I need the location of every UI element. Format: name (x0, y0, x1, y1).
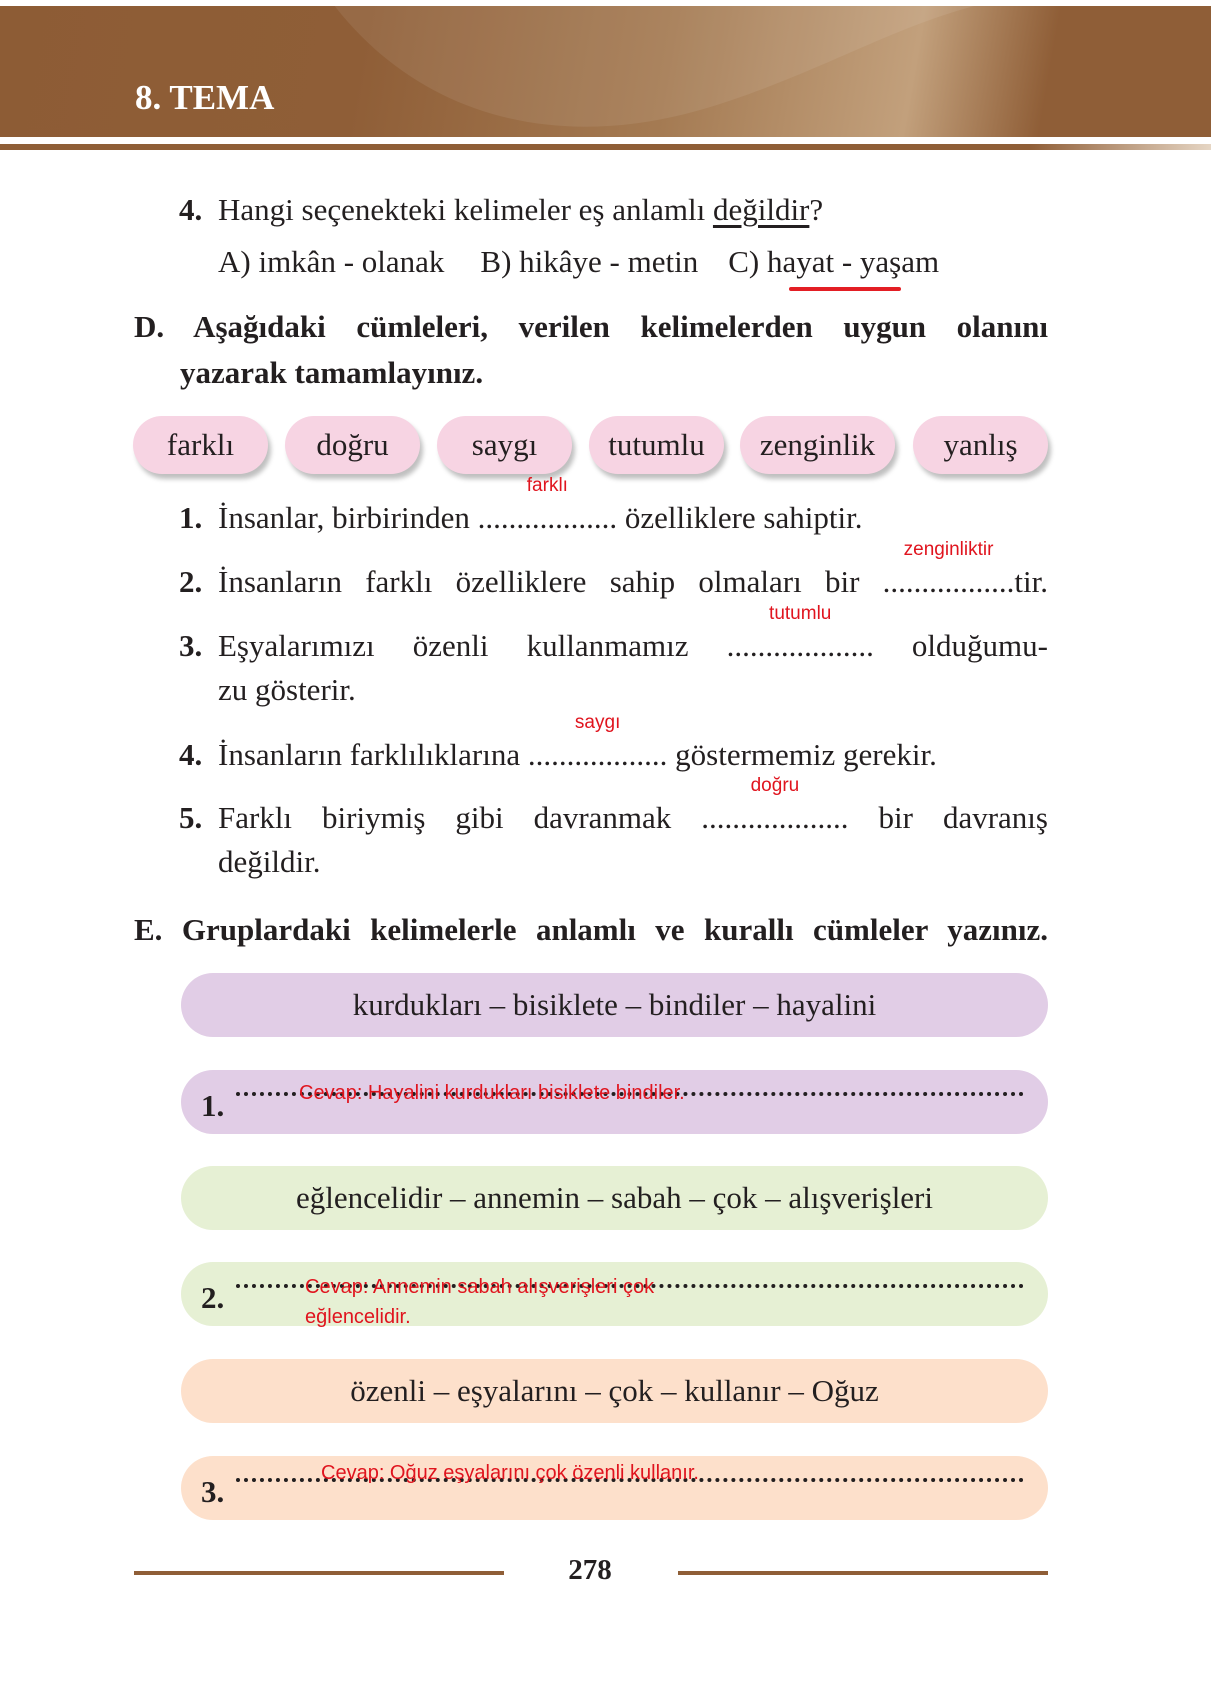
theme-title: 8. TEMA (135, 78, 275, 117)
blank: ................... tutumlu (726, 603, 874, 663)
section-d-heading-cont: yazarak tamamlayınız. (180, 355, 484, 390)
question-4-options (218, 242, 1048, 282)
fill-item-2: 2. İnsanların farklı özelliklere sahip olmaları bir ................. zenginliktir tir. (218, 562, 1048, 602)
footer-rule-right (678, 1571, 1048, 1575)
answer-line-3[interactable]: 3. Cevap: Oğuz eşyalarını çok özenli kullanır. (181, 1456, 1048, 1520)
fill-item-1: 1. İnsanlar, birbirinden .................. farklı özelliklere sahiptir. (218, 498, 1048, 538)
footer-rule-left (134, 1571, 504, 1575)
word-chip: saygı (437, 416, 572, 474)
answer-line-2[interactable]: 2. Cevap: Annemin sabah alışverişleri çok eğlencelidir. (181, 1262, 1048, 1326)
blank: .................. saygı (527, 712, 668, 772)
underlined-word: değildir (712, 192, 810, 227)
question-4: 4. Hangi seçenekteki kelimeler eş anlamlı değildir? (179, 192, 824, 227)
option-a: A) imkân - olanak (218, 244, 445, 279)
fill-item-5: 5. Farklı biriymiş gibi davranmak ................... doğru bir davranış (218, 798, 1048, 838)
handwritten-answer: Cevap: Oğuz eşyalarını çok özenli kullanır. (321, 1462, 699, 1484)
word-chip: doğru (285, 416, 420, 474)
fill-item-5-cont: değildir. (218, 844, 321, 879)
blank: .................. farklı (477, 475, 618, 535)
handwritten-answer: Cevap: Annemin sabah alışverişleri çok eğlencelidir. (305, 1276, 655, 1328)
handwritten-answer: zenginliktir (903, 539, 994, 560)
section-d-heading: D. Aşağıdaki cümleleri, verilen kelimelerden uygun olanını (134, 309, 1048, 344)
handwritten-answer: farklı (526, 475, 568, 496)
word-group-3: özenli – eşyalarını – çok – kullanır – Oğuz (181, 1359, 1048, 1423)
answer-line-1[interactable]: 1. Cevap: Hayalini kurdukları bisiklete bindiler. (181, 1070, 1048, 1134)
handwritten-answer: Cevap: Hayalini kurdukları bisiklete bindiler. (299, 1082, 685, 1104)
fill-item-3-cont: zu gösterir. (218, 672, 356, 707)
header-divider (0, 144, 1211, 150)
option-c: C) hayat - yaşam (728, 244, 940, 279)
section-e-heading: E. Gruplardaki kelimelerle anlamlı ve kurallı cümleler yazınız. (134, 912, 1049, 947)
handwritten-answer: saygı (574, 712, 621, 733)
fill-item-4: 4. İnsanların farklılıklarına .................. saygı göstermemiz gerekir. (218, 735, 1048, 775)
handwritten-answer: tutumlu (769, 603, 832, 624)
answer-mark-underline (789, 287, 901, 291)
fill-item-3: 3. Eşyalarımızı özenli kullanmamız ................... tutumlu olduğumu- (218, 626, 1048, 666)
word-chip: zenginlik (740, 416, 895, 474)
word-group-2: eğlencelidir – annemin – sabah – çok – alışverişleri (181, 1166, 1048, 1230)
option-b: B) hikâye - metin (480, 244, 699, 279)
word-chip: tutumlu (589, 416, 724, 474)
blank: ................. zenginliktir (882, 539, 1015, 599)
page-number: 278 (568, 1554, 612, 1586)
word-chip: farklı (133, 416, 268, 474)
word-chip: yanlış (913, 416, 1048, 474)
word-group-1: kurdukları – bisiklete – bindiler – hayalini (181, 973, 1048, 1037)
handwritten-answer: doğru (750, 775, 800, 796)
blank: ................... doğru (701, 775, 849, 835)
